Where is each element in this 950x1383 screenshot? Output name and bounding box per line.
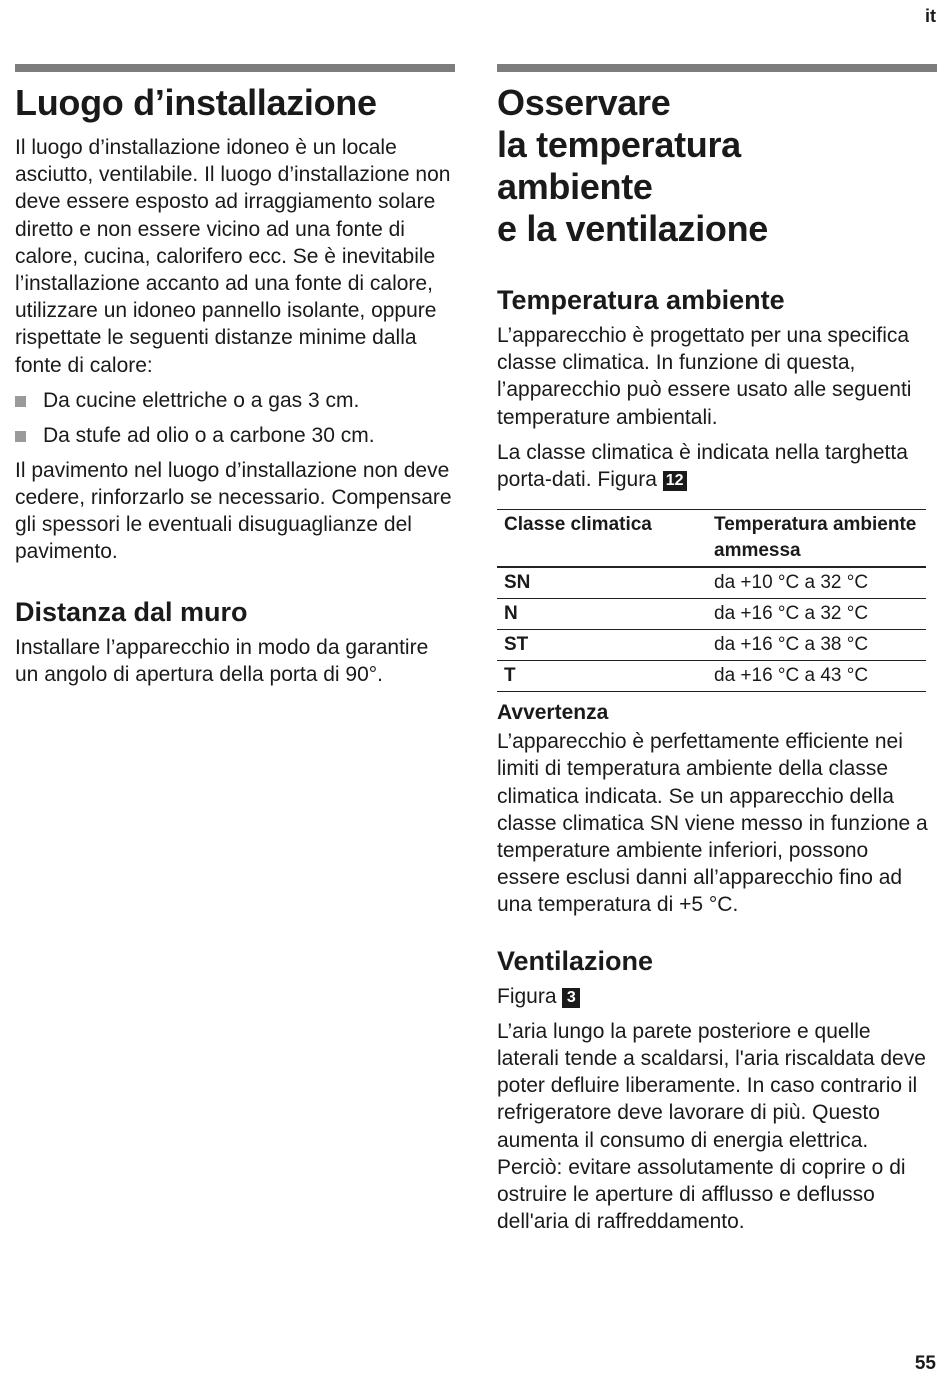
table-cell: ST — [497, 630, 707, 661]
installation-title: Luogo d’installazione — [15, 82, 377, 123]
climate-class-table — [497, 509, 926, 692]
figure-label: Figura — [497, 984, 557, 1008]
table-row — [497, 567, 926, 599]
title-line: la temperatura — [497, 124, 741, 165]
title-line: Osservare — [497, 82, 671, 123]
wall-distance-title: Distanza dal muro — [15, 596, 248, 627]
left-column — [15, 64, 455, 696]
list-item: Da stufe ad olio o a carbone 30 cm. — [15, 422, 455, 449]
table-header-row — [497, 510, 926, 568]
right-column — [497, 64, 937, 1243]
note-text: L’apparecchio è perfettamente efficiente nei limiti di temperatura ambiente della classe climatica indicata. Se un apparecchio della classe climatica SN viene messo in funzione a temperature ambiente inferiori, possono essere esclusi danni all’apparecchio fino ad una temperatura di +5 °C. — [497, 730, 928, 917]
title-line: ambiente — [497, 166, 653, 207]
ventilation-text: L’aria lungo la parete posteriore e quelle laterali tende a scaldarsi, l'aria riscaldata deve poter defluire liberamente. In caso contrario il refrigeratore deve lavorare di più. Questo aumenta il consumo di energia elettrica. Perciò: evitare assolutamente di coprire o di ostruire le aperture di afflusso e deflusso dell'aria di raffreddamento. — [497, 1019, 926, 1234]
climate-class-sentence: La classe climatica è indicata nella targhetta porta-dati. Figura — [497, 440, 908, 492]
temperature-title: Temperatura ambiente — [497, 285, 785, 315]
floor-paragraph: Il pavimento nel luogo d’installazione non deve cedere, rinforzarlo se necessario. Compensare gli spessori le eventuali disuguaglianze del pavimento. — [15, 458, 452, 564]
wall-distance-text: Installare l’apparecchio in modo da garantire un angolo di apertura della porta di 90°. — [15, 635, 429, 686]
table-cell: da +16 °C a 32 °C — [707, 599, 926, 630]
section-divider — [497, 64, 937, 72]
table-cell: da +16 °C a 43 °C — [707, 661, 926, 692]
list-item: Da cucine elettriche o a gas 3 cm. — [15, 387, 455, 414]
language-code: it — [925, 6, 936, 26]
table-cell: da +16 °C a 38 °C — [707, 630, 926, 661]
figure-badge: 12 — [663, 471, 687, 491]
table-row — [497, 630, 926, 661]
section-divider — [15, 64, 455, 72]
table-row — [497, 599, 926, 630]
figure-badge: 3 — [562, 988, 580, 1008]
table-cell: T — [497, 661, 707, 692]
table-cell: SN — [497, 567, 707, 599]
temperature-text: L’apparecchio è progettato per una specifica classe climatica. In funzione di questa, l’apparecchio può essere usato alle seguenti temperature ambientali. — [497, 324, 912, 429]
ventilation-title: Ventilazione — [497, 945, 654, 976]
ventilation-figure-ref — [497, 983, 937, 1010]
table-header-cell: Temperatura ambiente ammessa — [707, 510, 926, 568]
note-title: Avvertenza — [497, 701, 609, 725]
climate-class-text — [497, 439, 937, 493]
installation-intro: Il luogo d’installazione idoneo è un locale asciutto, ventilabile. Il luogo d’installazione non deve essere esposto ad irraggiamento solare diretto e non essere vicino ad una fonte di calore, cucina, calorifero ecc. Se è inevitabile l’installazione accanto ad una fonte di calore, utilizzare un idoneo pannello isolante, oppure rispettate le seguenti distanze minime dalla fonte di calore: — [15, 136, 451, 377]
page-number: 55 — [914, 1353, 936, 1374]
title-line: e la ventilazione — [497, 208, 768, 249]
table-cell: N — [497, 599, 707, 630]
table-cell: da +10 °C a 32 °C — [707, 567, 926, 599]
table-row — [497, 661, 926, 692]
ambient-title — [497, 82, 937, 250]
table-header-cell: Classe climatica — [497, 510, 707, 568]
